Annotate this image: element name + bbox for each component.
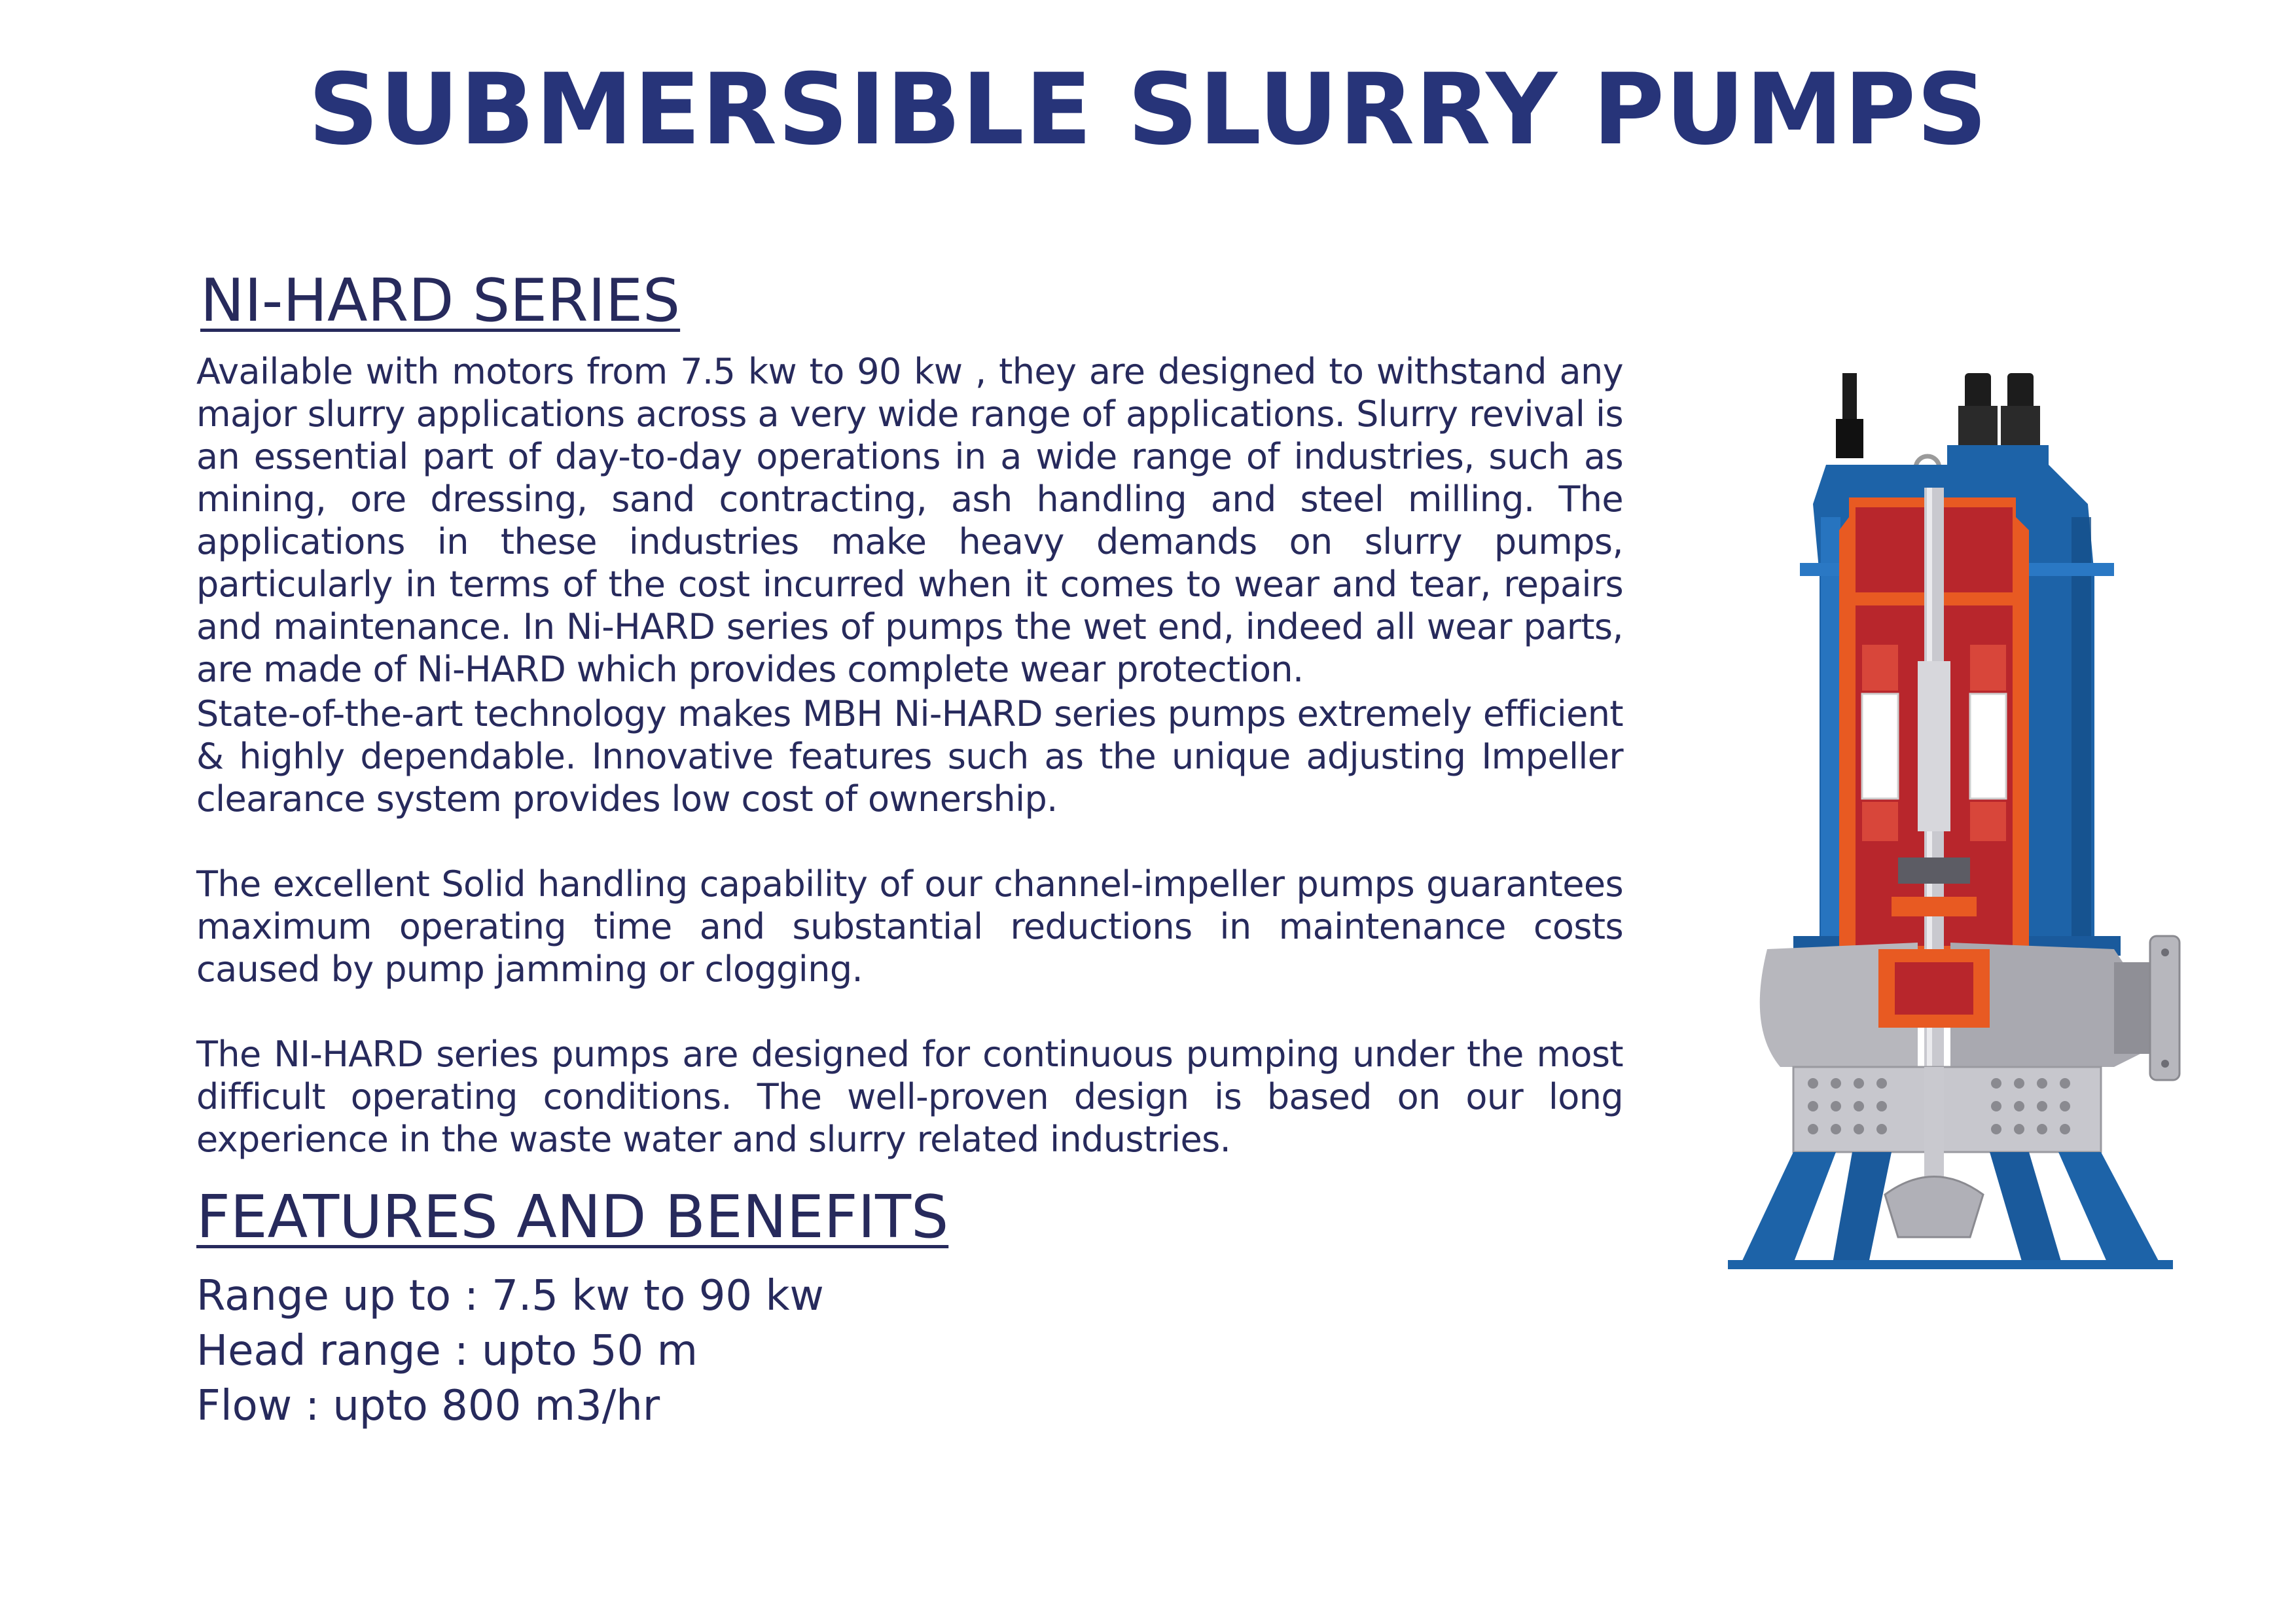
solid-handling-paragraph: The excellent Solid handling capability of our channel-impeller pumps guarantees maximum operating time and substantial reductions in maintenance costs caused by pump jamming or clogging. [196,863,1623,990]
technology-paragraph: State-of-the-art technology makes MBH Ni-HARD series pumps extremely efficient & highly dependable. Innovative features such as the unique adjusting Impeller clearance system provides low cost of ownership. [196,693,1623,820]
continuous-pumping-paragraph: The NI-HARD series pumps are designed for continuous pumping under the most difficult operating conditions. The well-proven design is based on our long experience in the waste water and slurry related industries. [196,1034,1623,1160]
pump-cutaway-illustration [1721,373,2193,1276]
stand-leg-left [1741,1152,1836,1263]
agitator [1885,1177,1983,1238]
stator-left [1862,694,1898,799]
feature-range: Range up to : 7.5 kw to 90 kw [196,1272,824,1320]
features-heading: FEATURES AND BENEFITS [196,1183,949,1252]
intro-paragraph: Available with motors from 7.5 kw to 90 kw , they are designed to withstand any major slurry applications across a very wide range of applications. Slurry revival is an essential part of day-to-day operations in a wide range of industries, such as mining, ore dressing, sand contracting, ash handling and steel milling. The applications in these industries make heavy demands on slurry pumps, particularly in terms of the cost incurred when it comes to wear and tear, repairs and maintenance. In Ni-HARD series of pumps the wet end, indeed all wear parts, are made of Ni-HARD which provides complete wear protection. [196,351,1623,690]
stand-leg-right [2058,1152,2160,1263]
feature-head-range: Head range : upto 50 m [196,1327,698,1375]
stator-right [1970,694,2006,799]
page-title: SUBMERSIBLE SLURRY PUMPS [308,53,1988,167]
stand-base [1728,1260,2173,1269]
discharge-flange [2150,936,2179,1080]
series-heading: NI-HARD SERIES [200,266,681,335]
feature-flow: Flow : upto 800 m3/hr [196,1382,660,1430]
rotor [1918,661,1950,831]
